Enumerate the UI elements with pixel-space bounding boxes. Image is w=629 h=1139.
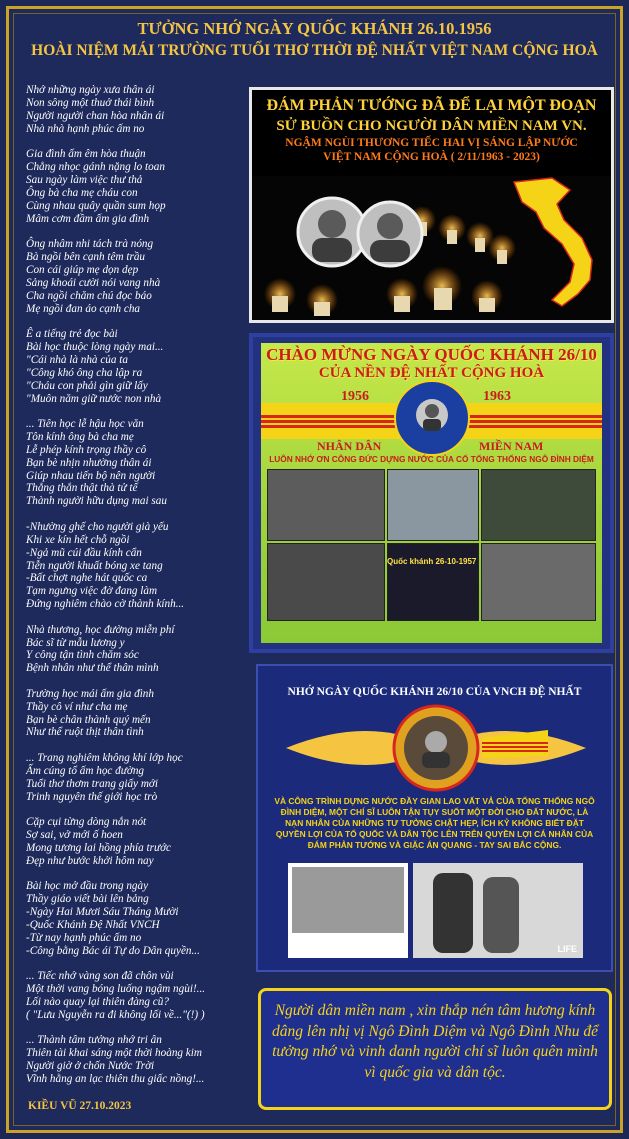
memorial-candles-image — [252, 176, 611, 320]
memorial-banner — [249, 87, 614, 323]
poem-line: Mong tương lai hồng phía trước — [26, 841, 172, 854]
poem-line: Bài học thuộc lòng ngày mai... — [26, 340, 164, 353]
poster-title-line1: CHÀO MỪNG NGÀY QUỐC KHÁNH 26/10 — [266, 345, 597, 364]
poem-line: Con cái giúp mẹ dọn dẹp — [26, 263, 139, 276]
poem-line: Nhà thương, học đường miễn phí — [26, 623, 175, 636]
poem-line: Sảng khoái cười nói vang nhà — [26, 276, 161, 289]
poem-line: Gia đình ấm êm hòa thuận — [26, 148, 146, 161]
president-medallion — [286, 704, 586, 792]
historic-photo — [387, 543, 479, 621]
poem-line: "Cái nhà là nhà của ta — [26, 353, 128, 366]
poem-line: Bạn bè nhịn nhường thân ái — [26, 456, 152, 469]
poem-stanza — [26, 1034, 248, 1086]
historic-photo — [481, 469, 596, 541]
historic-photo — [387, 469, 479, 541]
poem-line: ... Tiên học lễ hậu học văn — [26, 417, 144, 430]
poem-line: Người người chan hòa nhân ái — [26, 109, 165, 122]
year-end: 1963 — [483, 389, 511, 404]
memorial-title-line1: ĐÁM PHẢN TƯỚNG ĐÃ ĐỂ LẠI MỘT ĐOẠN — [266, 97, 597, 114]
tribute-message: Người dân miền nam , xin thắp nén tâm hương kính dâng lên nhị vị Ngô Đình Diệm và Ngô Đình Nhu để tưởng nhớ và vinh danh người chí sĩ luôn quên mình vì quốc gia và dân tộc. — [258, 988, 612, 1110]
poem-line: Chẳng nhọc gánh nặng lo toan — [26, 161, 165, 174]
poem-line: Như thể ruột thịt thân tình — [26, 726, 144, 739]
poem-line: Tôn kính ông bà cha mẹ — [26, 430, 134, 443]
national-day-poster — [249, 333, 614, 653]
poem-line: Lễ phép kính trọng thầy cô — [26, 443, 147, 456]
remembrance-text: VÀ CÔNG TRÌNH DỰNG NƯỚC ĐẦY GIAN LAO VẤT VẢ CỦA TỔNG THỐNG NGÔ ĐÌNH DIỆM, MỘT CHÍ SĨ LUÔN TẬN TỤY SUỐT MỘT ĐỜI CHO ĐẤT NƯỚC, LÀ NẠN NHÂN CỦA NHỮNG TƯ TƯỞNG CHẬT HẸP, ÍCH KỶ KHÔNG BIẾT ĐẶT QUYỀN LỢI CỦA TỔ QUỐC VÀ DÂN TỘC LÊN TRÊN QUYỀN LỢI CÁ NHÂN CỦA ĐÁM PHẢN TƯỚNG VÀ GIẶC ÁN QUANG - TAY SAI BẮC CỘNG. — [274, 796, 595, 850]
year-start: 1956 — [341, 389, 369, 404]
poem-line: Thẳng thắn thật thà tử tế — [26, 482, 138, 495]
poem-line: Nhớ những ngày xưa thân ái — [26, 84, 155, 96]
poem-stanza — [26, 84, 248, 136]
poem-line: Cặp cụi từng dòng nắn nót — [26, 816, 147, 828]
poem-line: -Công bằng Bác ái Tự do Dân quyền... — [26, 944, 200, 957]
poem-line: Sợ sai, vở mới ố hoen — [26, 828, 123, 841]
poem-line: "Công khó ông cha lập ra — [26, 366, 143, 379]
historic-photo — [267, 543, 385, 621]
poster-title-line2: CỦA NỀN ĐỆ NHẤT CỘNG HOÀ — [318, 365, 545, 381]
poem-line: Tạm ngưng việc đờ đang làm — [26, 585, 158, 598]
memorial-subtitle-line2: VIỆT NAM CỘNG HOÀ ( 2/11/1963 - 2023) — [323, 151, 540, 163]
poem-line: Thiên tài khai sáng một thời hoàng kim — [26, 1047, 202, 1060]
portrait-diem — [298, 198, 366, 266]
poem-line: -Ngày Hai Mươi Sáu Tháng Mười — [26, 905, 179, 918]
remembrance-title: NHỚ NGÀY QUỐC KHÁNH 26/10 CỦA VNCH ĐỆ NHẤT — [287, 686, 582, 698]
poster-motto: LUÔN NHỚ ƠN CÔNG ĐỨC DỰNG NƯỚC CỦA CỐ TỔNG THỐNG NGÔ ĐÌNH DIỆM — [269, 454, 594, 464]
poem-line: Bác sĩ từ mẫu lương y — [26, 636, 125, 649]
poem-stanza — [26, 148, 248, 225]
poem-stanza — [26, 328, 248, 405]
historic-photo — [267, 469, 385, 541]
header-title-line1: TƯỞNG NHỚ NGÀY QUỐC KHÁNH 26.10.1956 — [137, 19, 492, 38]
mien-nam-label: MIỀN NAM — [479, 439, 544, 453]
poem-line: Ê a tiếng trẻ đọc bài — [26, 328, 118, 340]
poem-line: Bà ngồi bên cạnh têm trầu — [26, 250, 146, 263]
poem-line: Mâm cơm đầm ấm gia đình — [26, 212, 150, 225]
poem-line: Cùng nhau quây quần sum họp — [26, 199, 166, 212]
poem-line: Trinh nguyên thế giới học trò — [26, 790, 158, 803]
memorial-title-line2: SỬ BUỒN CHO NGƯỜI DÂN MIỀN NAM VN. — [276, 118, 587, 134]
poem-line: Non sông một thuở thái bình — [26, 96, 155, 109]
photo-caption: Quốc khánh 26-10-1957 — [387, 557, 477, 566]
poem-line: Sau ngày làm việc thư thả — [26, 173, 143, 186]
poem-signature: KIỀU VŨ 27.10.2023 — [28, 1100, 132, 1112]
historic-photo — [481, 543, 596, 621]
header-title-line2: HOÀI NIỆM MÁI TRƯỜNG TUỔI THƠ THỜI ĐỆ NHẤT VIỆT NAM CỘNG HOÀ — [31, 42, 598, 59]
poem-line: Người giờ ở chốn Nước Trời — [26, 1060, 155, 1072]
poem-line: Tuổi thơ thơm trang giấy mới — [26, 777, 158, 790]
poem-line: Bạn bè chân thành quý mến — [26, 713, 151, 726]
poem-stanza — [26, 418, 248, 508]
poem-line: -Nhường ghế cho người già yếu — [26, 520, 169, 533]
poem-line: "Muôn năm giữ nước non nhà — [26, 392, 162, 405]
life-watermark: LIFE — [557, 944, 577, 954]
poem-line: Thầy cô ví như cha mẹ — [26, 700, 128, 713]
poem-line: Đẹp như bước khởi hôm nay — [26, 854, 154, 867]
poem-line: Vĩnh hằng an lạc thiên thu giấc nồng!... — [26, 1072, 205, 1085]
president-emblem — [393, 379, 471, 457]
poem — [26, 84, 248, 1098]
poem-line: Thành người hữu dụng mai sau — [26, 495, 167, 508]
poem-line: Giúp nhau tiến bộ nên người — [26, 469, 156, 482]
poem-line: Đứng nghiêm chào cờ thành kính... — [26, 598, 185, 611]
poem-line: Tiễn người khuất bóng xe tang — [26, 559, 163, 572]
poem-line: Mẹ ngồi đan áo cạnh cha — [26, 302, 141, 315]
poem-line: Nhà nhà hạnh phúc ấm no — [26, 122, 145, 135]
poem-stanza — [26, 970, 248, 1022]
poem-line: "Cháu con phải gìn giữ lấy — [26, 379, 148, 392]
poem-line: ... Thành tâm tưởng nhớ tri ân — [26, 1034, 162, 1047]
poem-line: ... Tiếc nhớ vàng son đã chôn vùi — [26, 970, 174, 983]
poem-line: ... Trang nghiêm không khí lớp học — [26, 751, 183, 764]
poem-line: Cha ngồi chăm chú đọc báo — [26, 289, 152, 302]
historic-photo-walk — [413, 863, 583, 958]
poem-line: Khi xe kín hết chỗ ngồi — [26, 533, 130, 546]
nhan-dan-label: NHÂN DÂN — [317, 439, 382, 453]
poem-line: Y công tận tình chăm sóc — [26, 649, 139, 662]
poem-stanza — [26, 880, 248, 957]
poem-line: Thầy giáo viết bài lên bảng — [26, 893, 149, 906]
poem-stanza — [26, 624, 248, 676]
poem-stanza — [26, 688, 248, 740]
poem-line: Bài học mở đầu trong ngày — [26, 880, 149, 893]
poem-line: Bệnh nhân như thể thân mình — [26, 662, 159, 675]
poem-line: -Bất chợt nghe hát quốc ca — [26, 572, 148, 585]
poem-line: -Ngả mũ cúi đầu kính cẩn — [26, 546, 142, 559]
poem-line: Lối nào quay lại thiên đàng cũ? — [26, 995, 169, 1008]
poem-line: Ông nhâm nhi tách trà nóng — [26, 238, 154, 251]
memorial-subtitle-line1: NGẬM NGÙI THƯƠNG TIẾC HAI VỊ SÁNG LẬP NƯỚC — [285, 137, 578, 149]
poem-line: -Quốc Khánh Đệ Nhất VNCH — [26, 918, 160, 931]
poem-stanza — [26, 521, 248, 611]
poem-line: Ông bà cha mẹ cháu con — [26, 186, 138, 199]
historic-photo-ceremony — [288, 863, 408, 958]
page-header — [0, 18, 629, 62]
remembrance-panel — [256, 664, 613, 972]
poem-stanza — [26, 752, 248, 804]
poem-line: Một thời vang bóng luống ngậm ngùi!... — [26, 982, 206, 995]
poem-stanza — [26, 238, 248, 315]
poem-line: ( "Lưu Nguyễn ra đi không lối về..."(!) ) — [26, 1008, 205, 1021]
poem-line: Ấm cúng tổ ấm học đường — [26, 764, 145, 777]
poem-line: Trường học mái ấm gia đình — [26, 687, 154, 700]
poem-stanza — [26, 816, 248, 868]
poem-line: -Từ nay hạnh phúc ấm no — [26, 931, 142, 944]
portrait-nhu — [358, 202, 422, 266]
